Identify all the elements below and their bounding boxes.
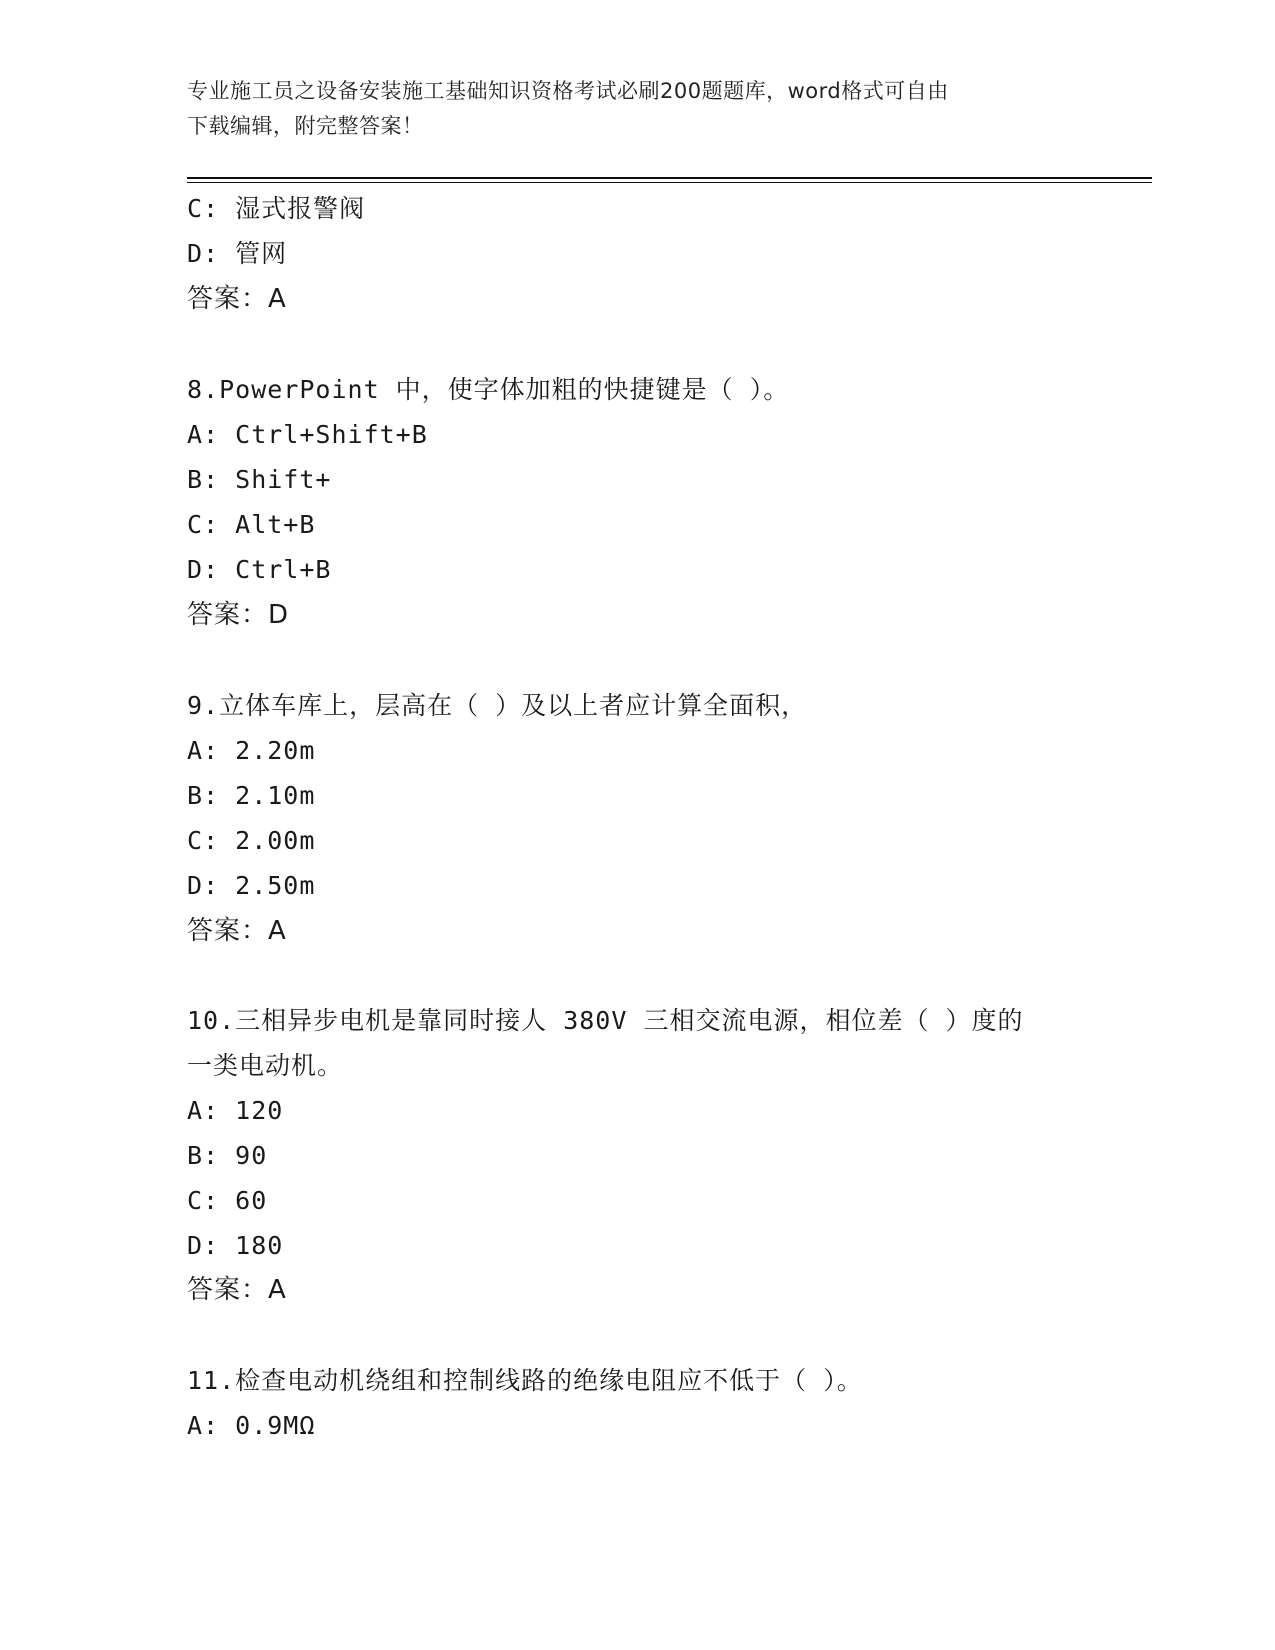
document-header: [187, 74, 1067, 144]
q9-stem: 9.立体车库上，层高在（ ）及以上者应计算全面积，: [187, 691, 808, 720]
header-rule-thin: [187, 182, 1152, 183]
q7-option-d: D: 管网: [187, 239, 288, 268]
q10-option-b: B: 90: [187, 1141, 268, 1170]
q8-option-a: A: Ctrl+Shift+B: [187, 420, 428, 449]
q8-option-b: B: Shift+: [187, 465, 332, 494]
header-line-1: 专业施工员之设备安装施工基础知识资格考试必刷200题题库，word格式可自由: [187, 79, 949, 103]
q9-option-a: A: 2.20m: [187, 736, 316, 765]
q10-option-c: C: 60: [187, 1186, 268, 1215]
q7-option-c: C: 湿式报警阀: [187, 194, 366, 223]
q9-option-d: D: 2.50m: [187, 871, 316, 900]
q7-answer: 答案：A: [187, 284, 287, 314]
q8-option-d: D: Ctrl+B: [187, 555, 332, 584]
q10-option-d: D: 180: [187, 1231, 284, 1260]
q10-stem-line-2: 一类电动机。: [187, 1051, 344, 1080]
q9-option-c: C: 2.00m: [187, 826, 316, 855]
header-line-2: 下载编辑，附完整答案！: [187, 114, 424, 138]
q10-answer: 答案：A: [187, 1275, 287, 1305]
q9-option-b: B: 2.10m: [187, 781, 316, 810]
q10-stem-line-1: 10.三相异步电机是靠同时接人 380V 三相交流电源，相位差（ ）度的: [187, 1006, 1024, 1035]
q11-option-a: A: 0.9MΩ: [187, 1411, 316, 1440]
q9-answer: 答案：A: [187, 916, 287, 946]
q10-option-a: A: 120: [187, 1096, 284, 1125]
q11-stem: 11.检查电动机绕组和控制线路的绝缘电阻应不低于（ ）。: [187, 1366, 863, 1395]
q8-answer: 答案：D: [187, 600, 290, 630]
q8-option-c: C: Alt+B: [187, 510, 316, 539]
q8-stem: 8.PowerPoint 中，使字体加粗的快捷键是（ ）。: [187, 375, 790, 404]
header-rule-thick: [187, 177, 1152, 179]
